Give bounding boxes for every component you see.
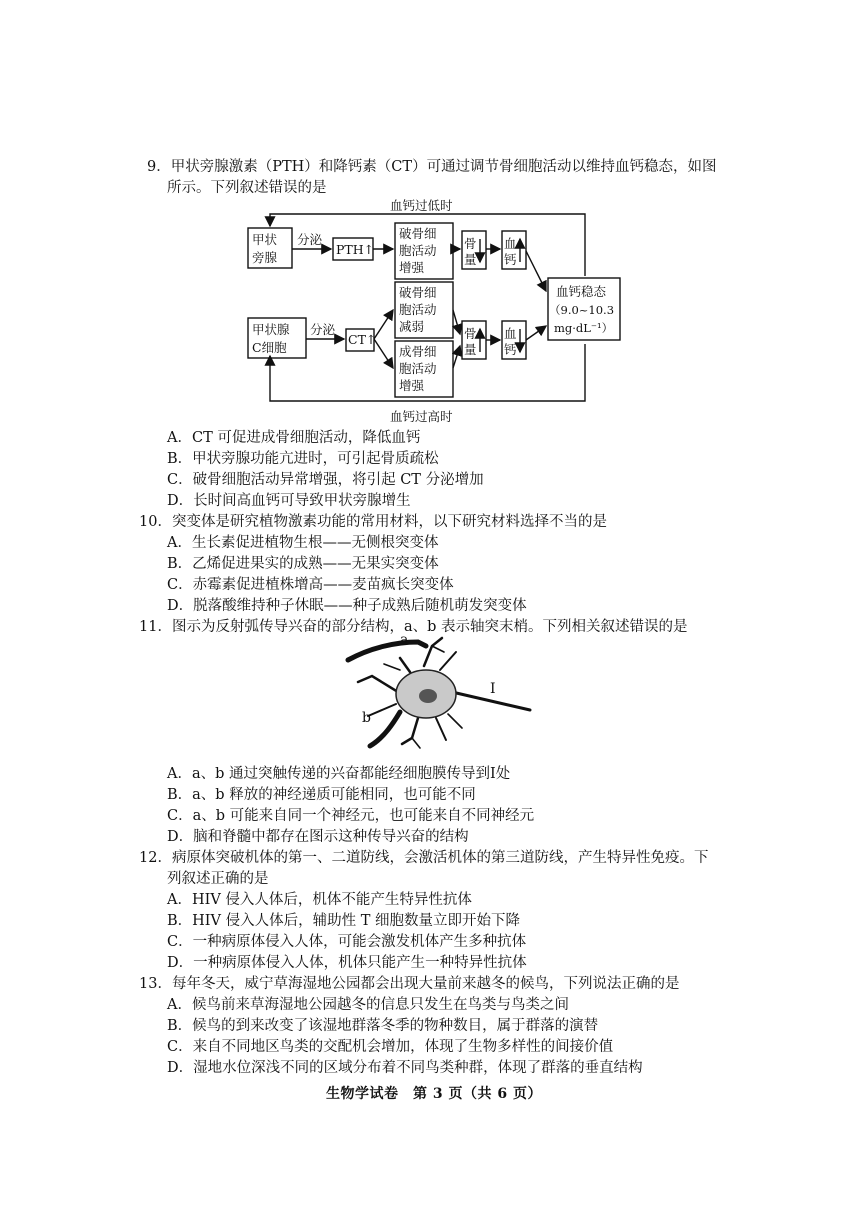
q11-option-b: B．a、b 释放的神经递质可能相同，也可能不同 (167, 787, 476, 803)
ct-box: CT↑ (348, 332, 377, 347)
parathyroid-label-2: 旁腺 (252, 250, 278, 265)
q13-option-a: A．候鸟前来草海湿地公园越冬的信息只发生在鸟类与鸟类之间 (167, 997, 569, 1013)
bone-mass-1b: 量 (464, 252, 477, 267)
q13-option-b: B．候鸟的到来改变了该湿地群落冬季的物种数目，属于群落的演替 (167, 1018, 599, 1034)
secrete-label-2: 分泌 (310, 322, 336, 337)
q12-option-b: B．HIV 侵入人体后，辅助性 T 细胞数量立即开始下降 (167, 913, 520, 929)
osteoclast-up-2: 胞活动 (399, 243, 437, 258)
q11-stem: 11．图示为反射弧传导兴奋的部分结构，a、b 表示轴突末梢。下列相关叙述错误的是 (139, 619, 688, 635)
osteoclast-up-1: 破骨细 (399, 226, 437, 241)
q12-stem-line2: 列叙述正确的是 (167, 871, 269, 887)
osteoblast-up-2: 胞活动 (399, 361, 437, 376)
thyroid-c-label-2: C细胞 (252, 340, 287, 355)
q9-stem-line1: 9．甲状旁腺激素（PTH）和降钙素（CT）可通过调节骨细胞活动以维持血钙稳态，如图 (147, 159, 717, 175)
page-footer: 生物学试卷 第 3 页（共 6 页） (326, 1086, 542, 1102)
pth-box: PTH↑ (336, 242, 375, 257)
calcium-2a: 血 (504, 326, 517, 341)
q13-stem: 13．每年冬天，威宁草海湿地公园都会出现大量前来越冬的候鸟，下列说法正确的是 (139, 976, 680, 992)
homeostasis-1: 血钙稳态 (556, 284, 607, 299)
osteoclast-down-3: 减弱 (399, 319, 425, 334)
q10-option-a: A．生长素促进植物生根——无侧根突变体 (167, 535, 439, 551)
q9-stem-line2: 所示。下列叙述错误的是 (167, 180, 327, 196)
q12-stem-line1: 12．病原体突破机体的第一、二道防线，会激活机体的第三道防线，产生特异性免疫。下 (139, 850, 709, 866)
q9-option-d: D．长时间高血钙可导致甲状旁腺增生 (167, 493, 411, 509)
q13-option-d: D．湿地水位深浅不同的区域分布着不同鸟类种群，体现了群落的垂直结构 (167, 1060, 643, 1076)
neuron-figure (340, 630, 540, 758)
terminal-a-label: a (400, 632, 409, 648)
bone-mass-2b: 量 (464, 342, 477, 357)
osteoclast-down-2: 胞活动 (399, 302, 437, 317)
q12-option-c: C．一种病原体侵入人体，可能会激发机体产生多种抗体 (167, 934, 527, 950)
q12-option-a: A．HIV 侵入人体后，机体不能产生特异性抗体 (167, 892, 472, 908)
q10-option-d: D．脱落酸维持种子休眠——种子成熟后随机萌发突变体 (167, 598, 527, 614)
site-i-label: I (490, 681, 496, 697)
osteoclast-up-3: 增强 (399, 260, 425, 275)
q12-option-d: D．一种病原体侵入人体，机体只能产生一种特异性抗体 (167, 955, 527, 971)
bottom-feedback-label: 血钙过高时 (390, 409, 453, 424)
q11-option-d: D．脑和脊髓中都存在图示这种传导兴奋的结构 (167, 829, 469, 845)
terminal-b-label: b (362, 710, 371, 726)
thyroid-c-label-1: 甲状腺 (252, 322, 290, 337)
homeostasis-3: mg·dL⁻¹） (554, 321, 614, 335)
q11-option-c: C．a、b 可能来自同一个神经元，也可能来自不同神经元 (167, 808, 535, 824)
calcium-1b: 钙 (504, 252, 517, 267)
bone-mass-2a: 骨 (464, 326, 477, 341)
osteoclast-down-1: 破骨细 (399, 285, 437, 300)
top-feedback-label: 血钙过低时 (390, 198, 453, 213)
q11-option-a: A．a、b 通过突触传递的兴奋都能经细胞膜传导到I处 (167, 766, 511, 782)
q9-option-c: C．破骨细胞活动异常增强，将引起 CT 分泌增加 (167, 472, 484, 488)
osteoblast-up-1: 成骨细 (399, 344, 437, 359)
secrete-label-1: 分泌 (297, 232, 323, 247)
q10-stem: 10．突变体是研究植物激素功能的常用材料，以下研究材料选择不当的是 (139, 514, 607, 530)
q10-option-c: C．赤霉素促进植株增高——麦苗疯长突变体 (167, 577, 454, 593)
bone-mass-1a: 骨 (464, 236, 477, 251)
osteoblast-up-3: 增强 (399, 378, 425, 393)
q10-option-b: B．乙烯促进果实的成熟——无果实突变体 (167, 556, 439, 572)
q9-option-b: B．甲状旁腺功能亢进时，可引起骨质疏松 (167, 451, 439, 467)
calcium-2b: 钙 (504, 342, 517, 357)
q13-option-c: C．来自不同地区鸟类的交配机会增加，体现了生物多样性的间接价值 (167, 1039, 614, 1055)
homeostasis-2: （9.0~10.3 (549, 303, 615, 317)
calcium-1a: 血 (504, 236, 517, 251)
q9-option-a: A．CT 可促进成骨细胞活动，降低血钙 (167, 430, 421, 446)
q9-calcium-diagram (230, 196, 630, 426)
parathyroid-label-1: 甲状 (252, 232, 278, 247)
